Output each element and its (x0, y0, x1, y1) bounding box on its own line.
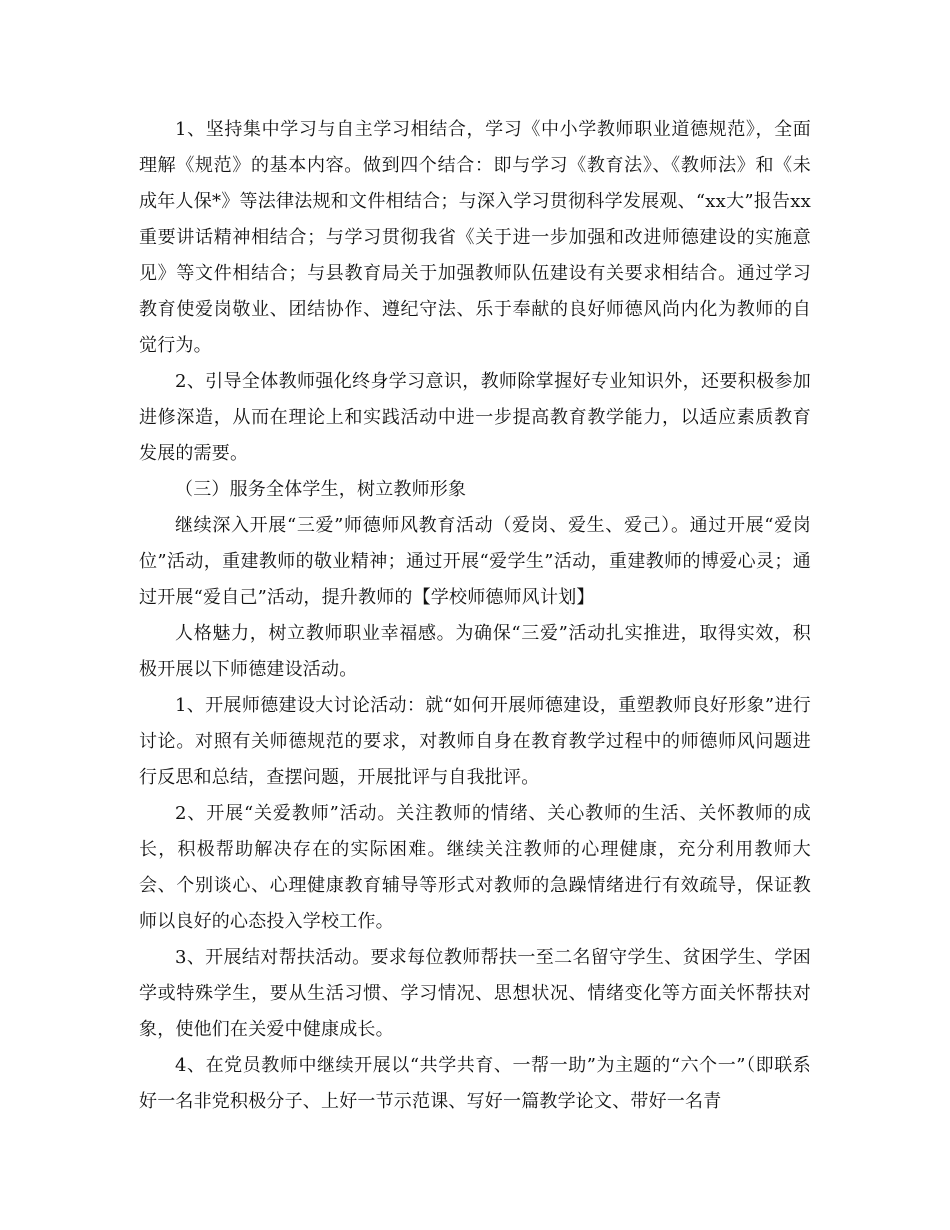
paragraph-6: 1、开展师德建设大讨论活动：就“如何开展师德建设，重塑教师良好形象”进行讨论。对照有关师德规范的要求，对教师自身在教育教学过程中的师德师风问题进行反思和总结，查摆问题，开展批评与自我批评。 (139, 695, 811, 788)
section-heading-3: （三）服务全体学生，树立教师形象 (175, 479, 467, 500)
paragraph-5: 人格魅力，树立教师职业幸福感。为确保“三爱”活动扎实推进，取得实效，积极开展以下师德建设活动。 (139, 623, 811, 680)
paragraph-8: 3、开展结对帮扶活动。要求每位教师帮扶一至二名留守学生、贫困学生、学困学或特殊学生，要从生活习惯、学习情况、思想状况、情绪变化等方面关怀帮扶对象，使他们在关爱中健康成长。 (139, 947, 811, 1040)
paragraph-4: 继续深入开展“三爱”师德师风教育活动（爱岗、爱生、爱己）。通过开展“爱岗位”活动，重建教师的敬业精神；通过开展“爱学生”活动，重建教师的博爱心灵；通过开展“爱自己”活动，提升教师的【学校师德师风计划】 (139, 515, 811, 608)
document-body (139, 112, 811, 1120)
paragraph-9: 4、在党员教师中继续开展以“共学共育、一帮一助”为主题的“六个一”（即联系好一名非党积极分子、上好一节示范课、写好一篇教学论文、带好一名青 (139, 1055, 811, 1112)
paragraph-1: 1、坚持集中学习与自主学习相结合，学习《中小学教师职业道德规范》，全面理解《规范》的基本内容。做到四个结合：即与学习《教育法》、《教师法》和《未成年人保*》等法律法规和文件相结合；与深入学习贯彻科学发展观、“xx大”报告xx重要讲话精神相结合；与学习贯彻我省《关于进一步加强和改进师德建设的实施意见》等文件相结合；与县教育局关于加强教师队伍建设有关要求相结合。通过学习教育使爱岗敬业、团结协作、遵纪守法、乐于奉献的良好师德风尚内化为教师的自觉行为。 (139, 119, 811, 356)
paragraph-7: 2、开展“关爱教师”活动。关注教师的情绪、关心教师的生活、关怀教师的成长，积极帮助解决存在的实际困难。继续关注教师的心理健康，充分利用教师大会、个别谈心、心理健康教育辅导等形式对教师的急躁情绪进行有效疏导，保证教师以良好的心态投入学校工作。 (139, 803, 811, 932)
paragraph-2: 2、引导全体教师强化终身学习意识，教师除掌握好专业知识外，还要积极参加进修深造，从而在理论上和实践活动中进一步提高教育教学能力，以适应素质教育发展的需要。 (139, 371, 811, 464)
